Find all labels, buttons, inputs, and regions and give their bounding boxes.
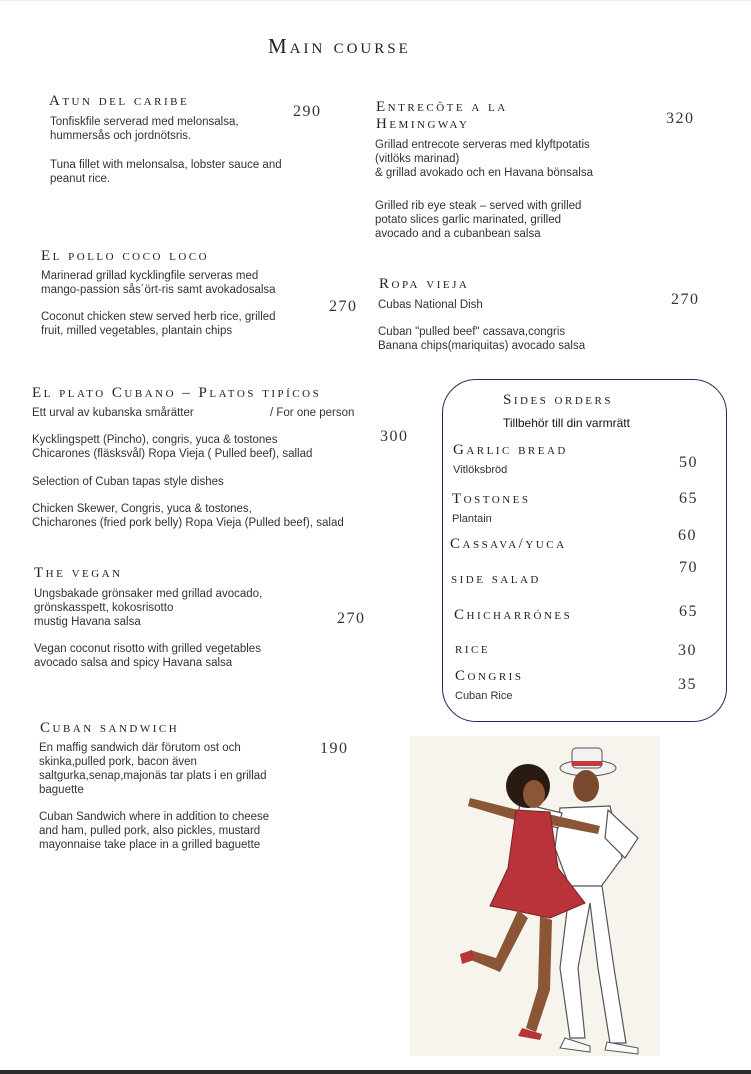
side-name: Tostones <box>452 491 531 507</box>
item-price: 320 <box>666 110 695 127</box>
side-sub: Vitlöksbröd <box>453 464 508 476</box>
salsa-dancers-illustration <box>400 728 670 1063</box>
item-price: 270 <box>671 291 700 308</box>
item-price: 270 <box>329 298 358 315</box>
item-note-sv: Ett urval av kubanska smårätter <box>32 407 194 419</box>
item-desc-sv: Cubas National Dish <box>378 299 483 311</box>
item-desc-sv: Kycklingspett (Pincho), congris, yuca & tostones Chicarones (fläsksvål) Ropa Vieja ( Pulled beef), sallad <box>32 434 313 460</box>
item-desc-sv: Grillad entrecote serveras med klyftpotatis (vitlöks marinad) & grillad avokado och en Havana bönsalsa <box>375 139 594 179</box>
item-desc-sv: En maffig sandwich där förutom ost och skinka,pulled pork, bacon även saltgurka,senap,majonäs tar plats i en grillad baguette <box>39 742 267 796</box>
sides-subtitle: Tillbehör till din varmrätt <box>503 416 630 430</box>
side-name: Congris <box>455 668 524 684</box>
item-name: Atun del caribe <box>49 93 190 109</box>
page-title: Main course <box>268 34 411 58</box>
item-name: El plato Cubano – Platos tipícos <box>32 385 322 401</box>
item-desc-en: Grilled rib eye steak – served with grilled potato slices garlic marinated, grilled avocado and a cubanbean salsa <box>375 200 582 240</box>
item-note-en: / For one person <box>270 407 355 419</box>
side-name: Cassava/yuca <box>450 536 567 552</box>
item-price: 290 <box>293 103 322 120</box>
side-price: 60 <box>678 527 697 544</box>
item-note2: Selection of Cuban tapas style dishes <box>32 476 224 488</box>
item-desc-en: Tuna fillet with melonsalsa, lobster sauce and peanut rice. <box>50 159 282 185</box>
item-price: 270 <box>337 610 366 627</box>
side-name: Chicharrónes <box>454 607 573 623</box>
item-name: Cuban sandwich <box>40 720 180 736</box>
side-price: 35 <box>678 676 697 693</box>
side-price: 30 <box>678 642 697 659</box>
item-desc-en: Cuban "pulled beef" cassava,congris Banana chips(mariquitas) avocado salsa <box>378 326 586 352</box>
item-desc-en: Cuban Sandwich where in addition to cheese and ham, pulled pork, also pickles, mustard mayonnaise take place in a grilled baguette <box>39 811 270 851</box>
side-price: 65 <box>679 603 698 620</box>
item-name: The vegan <box>34 565 123 581</box>
item-desc-sv: Ungsbakade grönsaker med grillad avocado, grönskasspett, kokosrisotto mustig Havana salsa <box>34 588 263 628</box>
item-name: Entrecôte a la Hemingway <box>376 99 508 132</box>
item-desc-en: Chicken Skewer, Congris, yuca & tostones, Chicharones (fried pork belly) Ropa Vieja (Pulled beef), salad <box>32 503 344 529</box>
item-price: 300 <box>380 428 409 445</box>
side-price: 50 <box>679 454 698 471</box>
side-sub: Cuban Rice <box>455 690 513 702</box>
side-name: rice <box>455 641 491 657</box>
item-desc-en: Coconut chicken stew served herb rice, grilled fruit, milled vegetables, plantain chips <box>41 311 276 337</box>
side-name: Garlic bread <box>453 442 568 458</box>
side-price: 70 <box>679 559 698 576</box>
item-price: 190 <box>320 740 349 757</box>
sides-title: Sides orders <box>503 392 613 408</box>
bottom-bar <box>0 1070 751 1074</box>
item-name: Ropa vieja <box>379 276 470 292</box>
side-price: 65 <box>679 490 698 507</box>
side-sub: Plantain <box>452 513 492 525</box>
item-desc-en: Vegan coconut risotto with grilled vegetables avocado salsa and spicy Havana salsa <box>34 643 261 669</box>
item-name: El pollo coco loco <box>41 248 210 264</box>
side-name: side salad <box>451 571 541 587</box>
item-desc-sv: Tonfiskfile serverad med melonsalsa, hummersås och jordnötsris. <box>50 116 239 142</box>
item-desc-sv: Marinerad grillad kycklingfile serveras med mango-passion sås´ört-ris samt avokadosalsa <box>41 270 276 296</box>
top-line <box>0 0 751 1</box>
